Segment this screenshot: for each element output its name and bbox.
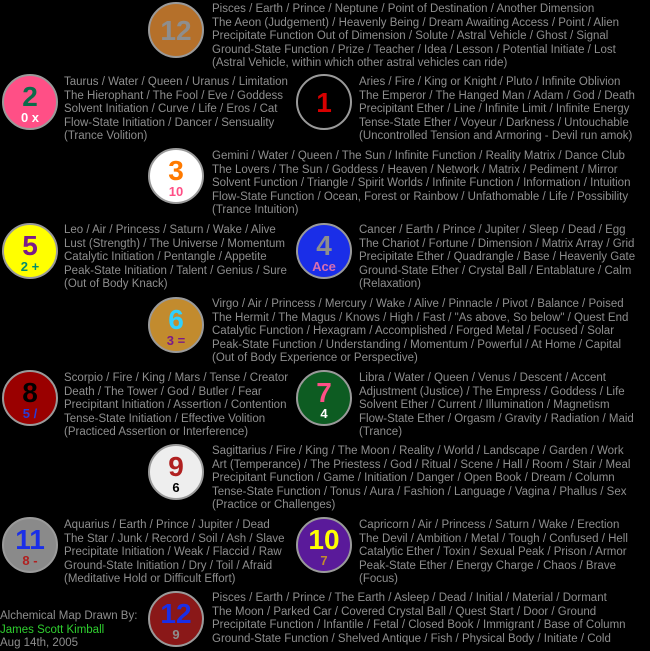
card-line: Solvent Initiation / Curve / Life / Eros / Cat bbox=[64, 103, 278, 115]
card-description bbox=[212, 150, 648, 218]
card-number: 2 bbox=[22, 81, 38, 112]
card-subnumber: 8 - bbox=[22, 553, 38, 568]
card-number: 8 bbox=[22, 377, 38, 408]
card-line: Tense-State Ether / Voyeur / Darkness / Untouchable bbox=[359, 116, 629, 129]
card-line: The Aeon (Judgement) / Heavenly Being / Dream Awaiting Access / Point / Alien bbox=[212, 16, 619, 29]
card-line: (Out of Body Experience or Perspective) bbox=[212, 352, 418, 364]
card-subnumber: 9 bbox=[172, 627, 180, 642]
card-line: Precipitant Function / Game / Initiation / Danger / Open Book / Dream / Column bbox=[212, 472, 615, 484]
card-subnumber: 6 bbox=[172, 480, 180, 495]
card-circle-3 bbox=[148, 148, 204, 204]
card-line: (Trance Volition) bbox=[64, 130, 148, 142]
credit-date: Aug 14th, 2005 bbox=[0, 637, 79, 649]
card-number: 3 bbox=[168, 155, 184, 186]
card-line: (Relaxation) bbox=[359, 278, 421, 290]
card-line: The Hierophant / The Fool / Eve / Goddess bbox=[64, 89, 284, 102]
card-line: Pisces / Earth / Prince / The Earth / Asleep / Dead / Initial / Material / Dormant bbox=[212, 592, 607, 604]
card-line: Taurus / Water / Queen / Uranus / Limitation bbox=[64, 76, 288, 88]
card-description bbox=[359, 519, 648, 587]
card-number: 12 bbox=[160, 598, 192, 629]
card-number: 9 bbox=[168, 451, 184, 482]
card-number: 7 bbox=[316, 377, 332, 408]
credit-author: James Scott Kimball bbox=[0, 623, 105, 636]
card-line: Aries / Fire / King or Knight / Pluto / Infinite Oblivion bbox=[359, 76, 621, 88]
card-line: Peak-State Initiation / Talent / Genius / Sure bbox=[64, 264, 287, 277]
card-circle-8 bbox=[296, 370, 352, 426]
card-description bbox=[212, 592, 648, 646]
card-line: Tense-State Function / Tonus / Aura / Fashion / Language / Vagina / Phallus / Sex bbox=[212, 485, 627, 498]
card-number: 10 bbox=[308, 524, 340, 555]
card-subnumber: 5 / bbox=[22, 406, 38, 421]
card-circle-2 bbox=[296, 74, 352, 130]
card-subnumber: 7 bbox=[320, 553, 328, 568]
card-circle-10 bbox=[2, 517, 58, 573]
card-subnumber: 4 bbox=[320, 406, 328, 421]
card-subnumber: 0 x bbox=[20, 110, 40, 125]
card-line: (Uncontrolled Tension and Armoring - Devil run amok) bbox=[359, 130, 633, 142]
card-line: Leo / Air / Princess / Saturn / Wake / Alive bbox=[64, 224, 276, 236]
card-circle-4 bbox=[2, 223, 58, 279]
card-line: Capricorn / Air / Princess / Saturn / Wake / Erection bbox=[359, 519, 620, 531]
card-number: 5 bbox=[22, 230, 38, 261]
card-line: Cancer / Earth / Prince / Jupiter / Sleep / Dead / Egg bbox=[359, 224, 626, 236]
card-line: (Out of Body Knack) bbox=[64, 278, 168, 290]
card-line: Ground-State Function / Prize / Teacher / Idea / Lesson / Potential Initiate / Lost bbox=[212, 43, 616, 56]
card-line: Solvent Function / Triangle / Spirit Worlds / Infinite Function / Information / Intuition bbox=[212, 177, 631, 189]
card-line: Ground-State Initiation / Dry / Toil / Afraid bbox=[64, 559, 273, 572]
card-line: Solvent Ether / Current / Illumination / Magnetism bbox=[359, 399, 610, 411]
card-line: Sagittarius / Fire / King / The Moon / Reality / World / Landscape / Garden / Work bbox=[212, 445, 624, 457]
card-line: Precipitate Initiation / Weak / Flaccid / Raw bbox=[64, 546, 282, 558]
card-subnumber: 10 bbox=[168, 184, 184, 199]
card-description bbox=[212, 298, 648, 366]
card-line: The Lovers / The Sun / Goddess / Heaven / Network / Matrix / Pediment / Mirror bbox=[212, 163, 618, 176]
card-line: Precipitate Function Out of Dimension / Solute / Astral Vehicle / Ghost / Signal bbox=[212, 30, 609, 42]
card-circle-5 bbox=[296, 223, 352, 279]
card-circle-12 bbox=[148, 591, 204, 647]
card-circle-7 bbox=[2, 370, 58, 426]
card-circle-0 bbox=[148, 2, 204, 58]
card-line: The Hermit / The Magus / Knows / High / Fast / "As above, So below" / Quest End bbox=[212, 311, 629, 324]
card-line: Peak-State Ether / Energy Charge / Chaos / Brave bbox=[359, 559, 616, 572]
card-line: Flow-State Ether / Orgasm / Gravity / Radiation / Maid bbox=[359, 412, 634, 425]
card-line: Tense-State Initiation / Effective Volition bbox=[64, 412, 266, 425]
card-description bbox=[212, 3, 648, 71]
card-line: Virgo / Air / Princess / Mercury / Wake / Alive / Pinnacle / Pivot / Balance / Poised bbox=[212, 298, 624, 310]
card-line: Catalytic Initiation / Pentangle / Appetite bbox=[64, 251, 267, 263]
card-number: 12 bbox=[160, 15, 192, 46]
card-description bbox=[359, 76, 648, 144]
card-circle-9 bbox=[148, 444, 204, 500]
card-line: The Moon / Parked Car / Covered Crystal Ball / Quest Start / Door / Ground bbox=[212, 605, 597, 618]
card-line: Precipitate Function / Infantile / Fetal / Closed Book / Immigrant / Base of Column bbox=[212, 619, 626, 631]
card-line: Pisces / Earth / Prince / Neptune / Point of Destination / Another Dimension bbox=[212, 3, 595, 15]
card-description bbox=[359, 224, 648, 292]
card-line: Ground-State Ether / Crystal Ball / Entablature / Calm bbox=[359, 264, 632, 277]
card-line: Catalytic Function / Hexagram / Accomplished / Forged Metal / Focused / Solar bbox=[212, 325, 615, 337]
card-line: The Devil / Ambition / Metal / Tough / Confused / Hell bbox=[359, 532, 628, 545]
card-line: Death / The Tower / God / Butler / Fear bbox=[64, 385, 262, 398]
card-subnumber: 3 = bbox=[166, 333, 186, 348]
card-line: (Focus) bbox=[359, 573, 398, 585]
card-description bbox=[212, 445, 648, 513]
card-line: (Practice or Challenges) bbox=[212, 499, 336, 511]
card-line: (Practiced Assertion or Interference) bbox=[64, 426, 249, 438]
card-line: Lust (Strength) / The Universe / Momentum bbox=[64, 237, 285, 250]
card-line: Precipitant Ether / Line / Infinite Limit / Infinite Energy bbox=[359, 103, 630, 115]
card-subnumber: Ace bbox=[312, 259, 336, 274]
card-subnumber: 2 + bbox=[20, 259, 40, 274]
card-line: The Emperor / The Hanged Man / Adam / God / Death bbox=[359, 89, 635, 102]
card-line: Peak-State Function / Understanding / Momentum / Powerful / At Home / Capital bbox=[212, 338, 622, 351]
card-line: (Meditative Hold or Difficult Effort) bbox=[64, 573, 236, 585]
card-line: Ground-State Function / Shelved Antique / Fish / Physical Body / Initiate / Cold bbox=[212, 632, 611, 645]
card-line: Gemini / Water / Queen / The Sun / Infinite Function / Reality Matrix / Dance Club bbox=[212, 150, 625, 162]
card-line: Art (Temperance) / The Priestess / God / Ritual / Scene / Hall / Room / Stair / Meal bbox=[212, 458, 631, 471]
card-line: Libra / Water / Queen / Venus / Descent / Accent bbox=[359, 372, 606, 384]
credit-block bbox=[0, 610, 137, 651]
card-line: (Astral Vehicle, within which other astral vehicles can ride) bbox=[212, 57, 508, 69]
card-line: Adjustment (Justice) / The Empress / Goddess / Life bbox=[359, 385, 625, 398]
card-number: 11 bbox=[15, 524, 45, 555]
card-number: 6 bbox=[168, 304, 184, 335]
card-line: Flow-State Function / Ocean, Forest or Rainbow / Unfathomable / Life / Possibility bbox=[212, 190, 629, 203]
card-number: 4 bbox=[316, 230, 332, 261]
card-line: Precipitant Initiation / Assertion / Contention bbox=[64, 399, 287, 411]
card-line: (Trance Intuition) bbox=[212, 204, 299, 216]
card-line: The Chariot / Fortune / Dimension / Matrix Array / Grid bbox=[359, 237, 635, 250]
card-line: Aquarius / Earth / Prince / Jupiter / Dead bbox=[64, 519, 270, 531]
card-line: Flow-State Initiation / Dancer / Sensuality bbox=[64, 116, 275, 129]
card-circle-11 bbox=[296, 517, 352, 573]
card-line: (Trance) bbox=[359, 426, 403, 438]
credit-heading: Alchemical Map Drawn By: bbox=[0, 610, 138, 622]
card-line: The Star / Junk / Record / Soil / Ash / Slave bbox=[64, 532, 285, 545]
card-line: Precipitate Ether / Quadrangle / Base / Heavenly Gate bbox=[359, 251, 636, 263]
card-description bbox=[359, 372, 648, 440]
card-line: Scorpio / Fire / King / Mars / Tense / Creator bbox=[64, 372, 289, 384]
card-line: Catalytic Ether / Toxin / Sexual Peak / Prison / Armor bbox=[359, 546, 627, 558]
card-number: 1 bbox=[316, 87, 332, 118]
card-circle-6 bbox=[148, 297, 204, 353]
card-circle-1 bbox=[2, 74, 58, 130]
